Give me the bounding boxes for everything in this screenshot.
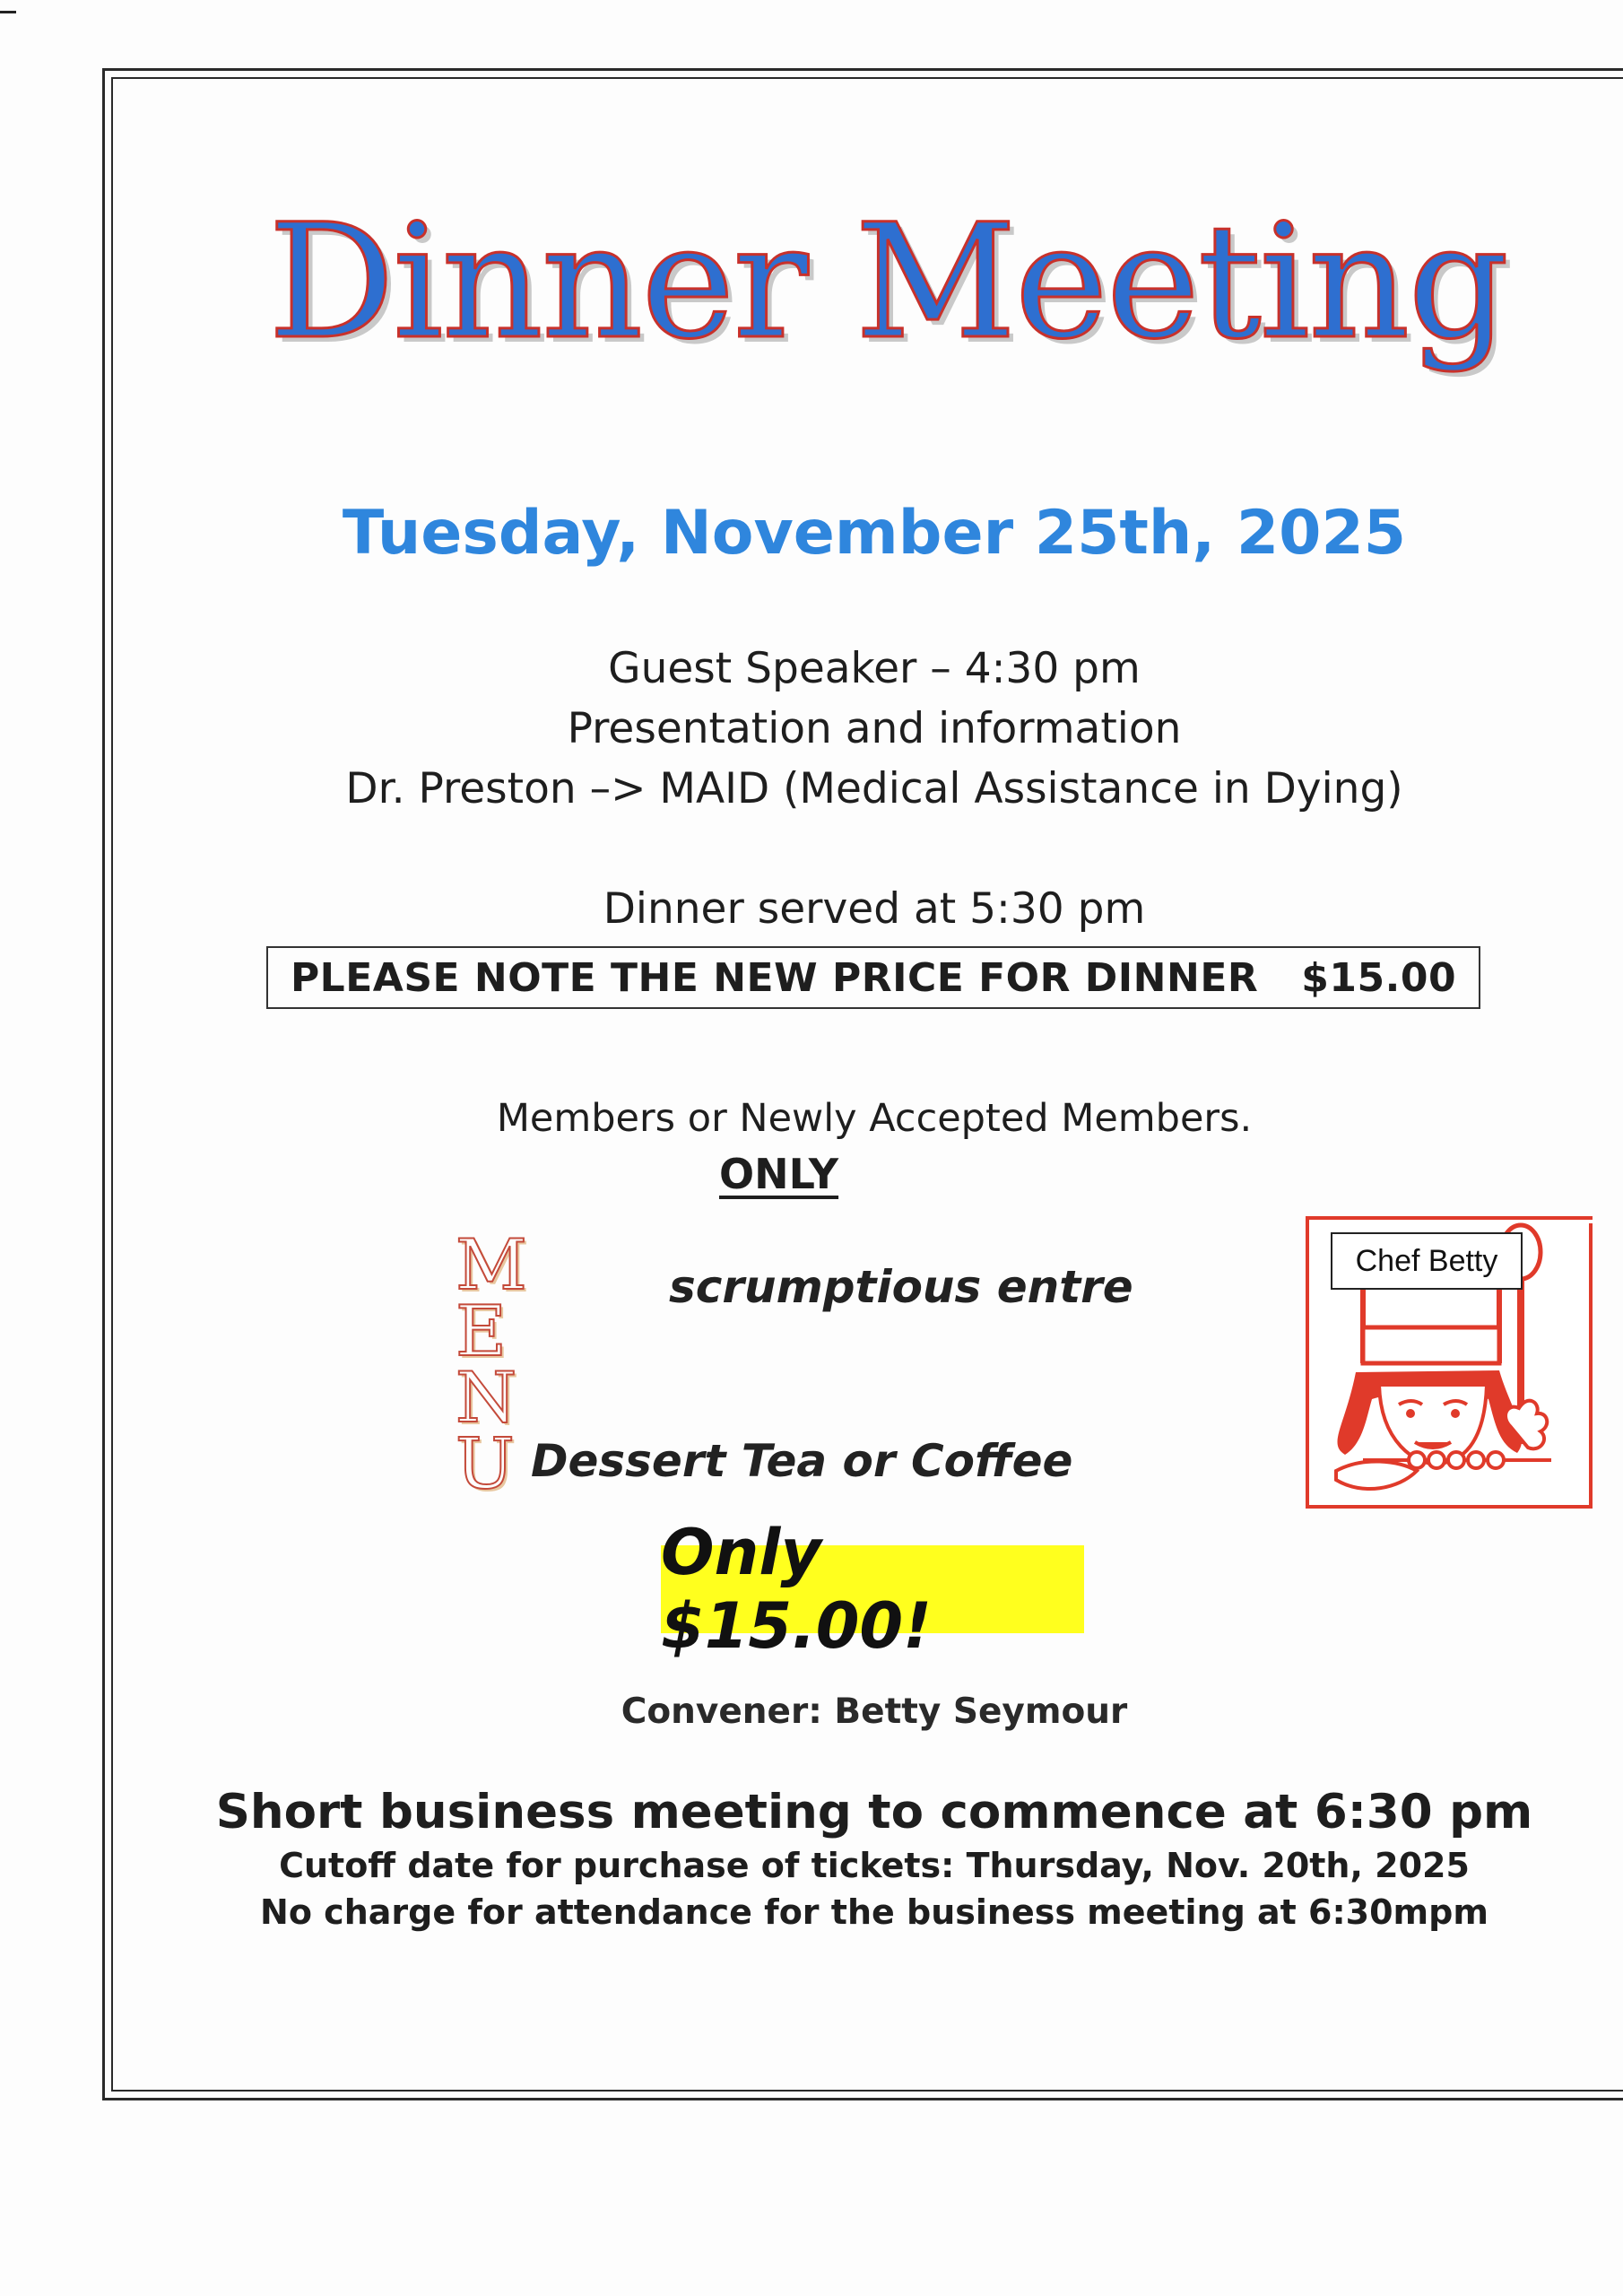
- eligibility-only: ONLY: [719, 1150, 839, 1198]
- speaker-time: Guest Speaker – 4:30 pm: [608, 644, 1141, 693]
- price-notice-box: [266, 946, 1480, 1009]
- price-notice-amount: $15.00: [1301, 954, 1457, 1001]
- page-title: Dinner Meeting: [268, 190, 1507, 374]
- menu-item-dessert: Dessert Tea or Coffee: [531, 1435, 1073, 1487]
- ticket-cutoff: Cutoff date for purchase of tickets: Thursday, Nov. 20th, 2025: [279, 1846, 1470, 1885]
- menu-item-entree: scrumptious entre: [669, 1261, 1133, 1313]
- menu-letter-m: M: [456, 1225, 527, 1306]
- chef-illustration-frame: [1306, 1216, 1593, 1509]
- price-notice-text: PLEASE NOTE THE NEW PRICE FOR DINNER: [290, 954, 1259, 1001]
- convener: Convener: Betty Seymour: [621, 1692, 1128, 1732]
- dinner-time: Dinner served at 5:30 pm: [603, 884, 1146, 934]
- speaker-topic: Presentation and information: [567, 704, 1182, 753]
- menu-letter-e: E: [456, 1292, 507, 1372]
- business-headline: Short business meeting to commence at 6:30 pm: [215, 1785, 1533, 1839]
- menu-letter-u: U: [456, 1424, 515, 1505]
- eligibility-line: Members or Newly Accepted Members.: [496, 1096, 1253, 1141]
- speaker-name: Dr. Preston –> MAID (Medical Assistance in Dying): [345, 764, 1403, 813]
- chef-name-label: Chef Betty: [1331, 1232, 1523, 1290]
- attendance-note: No charge for attendance for the business meeting at 6:30mpm: [260, 1892, 1488, 1932]
- scan-mark: [0, 11, 16, 13]
- promo-price: Only $15.00!: [661, 1545, 1084, 1633]
- event-date: Tuesday, November 25th, 2025: [342, 498, 1407, 569]
- menu-letter-n: N: [456, 1358, 517, 1439]
